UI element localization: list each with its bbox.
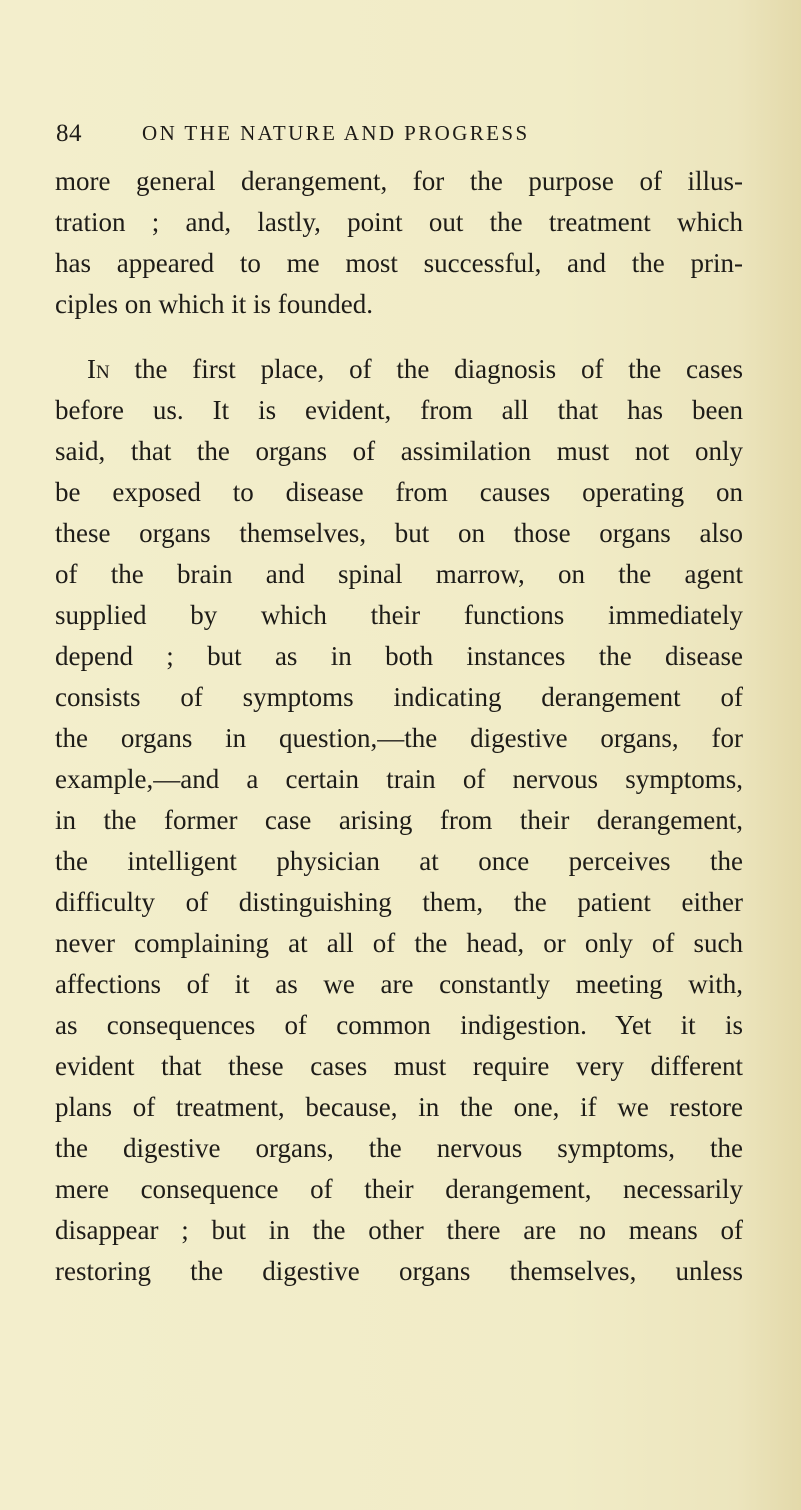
paragraph-opening-word: In bbox=[87, 354, 110, 384]
paragraph-first-line bbox=[55, 349, 743, 389]
text-line-11: supplied by which their functions immediately bbox=[55, 600, 743, 630]
running-title: ON THE NATURE AND PROGRESS bbox=[142, 121, 530, 145]
text-line-4: ciples on which it is founded. bbox=[55, 289, 373, 319]
page-header bbox=[56, 120, 746, 154]
text-line-14: the organs in question,—the digestive organs, for bbox=[55, 723, 743, 753]
text-line-9: these organs themselves, but on those organs also bbox=[55, 518, 743, 548]
text-line-15: example,—and a certain train of nervous symptoms, bbox=[55, 764, 743, 794]
text-line-3: has appeared to me most successful, and the prin- bbox=[55, 248, 743, 278]
text-line-17: the intelligent physician at once perceives the bbox=[55, 846, 743, 876]
text-line-12: depend ; but as in both instances the disease bbox=[55, 641, 743, 671]
text-line-10: of the brain and spinal marrow, on the agent bbox=[55, 559, 743, 589]
text-line-27: restoring the digestive organs themselves, unless bbox=[55, 1256, 743, 1286]
text-line-26: disappear ; but in the other there are no means of bbox=[55, 1215, 743, 1245]
text-line-5: the first place, of the diagnosis of the cases bbox=[134, 354, 743, 384]
text-line-16: in the former case arising from their derangement, bbox=[55, 805, 743, 835]
text-line-20: affections of it as we are constantly meeting with, bbox=[55, 969, 743, 999]
page-number: 84 bbox=[56, 120, 82, 147]
text-line-7: said, that the organs of assimilation must not only bbox=[55, 436, 743, 466]
text-line-23: plans of treatment, because, in the one, if we restore bbox=[55, 1092, 743, 1122]
text-line-2: tration ; and, lastly, point out the treatment which bbox=[55, 207, 743, 237]
text-line-19: never complaining at all of the head, or only of such bbox=[55, 928, 743, 958]
text-line-8: be exposed to disease from causes operating on bbox=[55, 477, 743, 507]
text-line-18: difficulty of distinguishing them, the patient either bbox=[55, 887, 743, 917]
text-line-6: before us. It is evident, from all that has been bbox=[55, 395, 743, 425]
text-line-25: mere consequence of their derangement, necessarily bbox=[55, 1174, 743, 1204]
text-line-22: evident that these cases must require very different bbox=[55, 1051, 743, 1081]
text-line-24: the digestive organs, the nervous symptoms, the bbox=[55, 1133, 743, 1163]
text-line-21: as consequences of common indigestion. Yet it is bbox=[55, 1010, 743, 1040]
text-line-13: consists of symptoms indicating derangement of bbox=[55, 682, 743, 712]
text-line-1: more general derangement, for the purpose of illus- bbox=[55, 166, 743, 196]
